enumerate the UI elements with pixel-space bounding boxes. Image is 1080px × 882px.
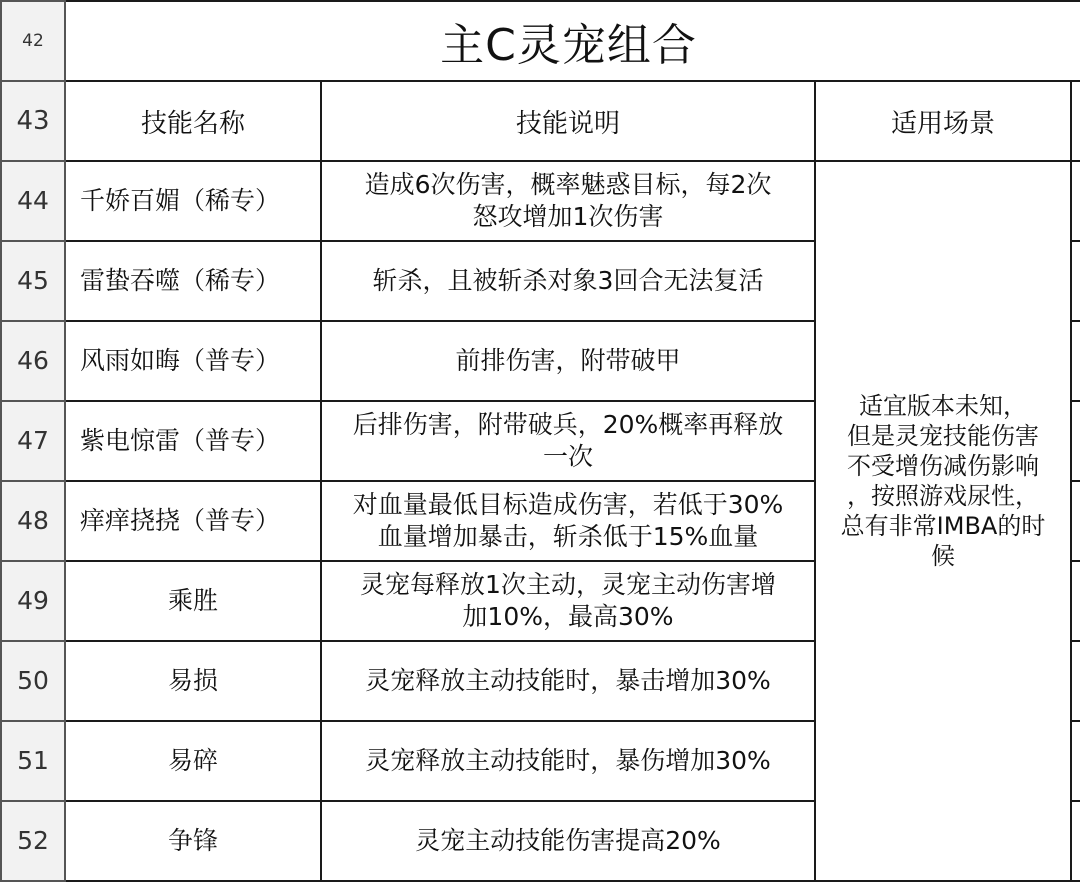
- scene-line: 但是灵宠技能伤害: [847, 422, 1039, 450]
- row-number[interactable]: 44: [1, 161, 65, 241]
- row-number[interactable]: 42: [1, 1, 65, 81]
- skill-name-cell[interactable]: 风雨如晦（普专）: [65, 321, 321, 401]
- description-line: 灵宠每释放1次主动，灵宠主动伤害增: [360, 570, 776, 599]
- row-number[interactable]: 51: [1, 721, 65, 801]
- empty-cell[interactable]: [1071, 641, 1080, 721]
- skill-description-cell[interactable]: [321, 641, 815, 721]
- skill-name-cell[interactable]: 痒痒挠挠（普专）: [65, 481, 321, 561]
- skill-description-cell[interactable]: [321, 401, 815, 481]
- empty-cell[interactable]: [1071, 401, 1080, 481]
- description-line: 灵宠主动技能伤害提高20%: [415, 826, 721, 855]
- empty-cell[interactable]: [1071, 321, 1080, 401]
- description-line: 血量增加暴击，斩杀低于15%血量: [377, 522, 759, 551]
- description-line: 灵宠释放主动技能时，暴伤增加30%: [365, 746, 771, 775]
- skill-name-cell[interactable]: 争锋: [65, 801, 321, 881]
- skill-description-cell[interactable]: [321, 241, 815, 321]
- description-line: 对血量最低目标造成伤害，若低于30%: [352, 490, 784, 519]
- row-number[interactable]: 50: [1, 641, 65, 721]
- skill-name-cell[interactable]: 千娇百媚（稀专）: [65, 161, 321, 241]
- skill-description-cell[interactable]: [321, 801, 815, 881]
- row-number[interactable]: 49: [1, 561, 65, 641]
- empty-cell[interactable]: [1071, 81, 1080, 161]
- empty-cell[interactable]: [1071, 481, 1080, 561]
- row-number[interactable]: 48: [1, 481, 65, 561]
- scene-line: 不受增伤减伤影响: [847, 452, 1039, 480]
- scene-line: 总有非常IMBA的时: [840, 512, 1046, 540]
- skill-description-cell[interactable]: [321, 561, 815, 641]
- row-number[interactable]: 52: [1, 801, 65, 881]
- skill-description-cell[interactable]: [321, 481, 815, 561]
- row-number[interactable]: 46: [1, 321, 65, 401]
- empty-cell[interactable]: [1071, 561, 1080, 641]
- scene-line: 候: [931, 542, 955, 570]
- description-line: 斩杀，且被斩杀对象3回合无法复活: [372, 266, 764, 295]
- skill-name-cell[interactable]: 易碎: [65, 721, 321, 801]
- table-row: [1, 161, 1080, 241]
- empty-cell[interactable]: [1071, 241, 1080, 321]
- header-skill-description[interactable]: 技能说明: [321, 81, 815, 161]
- description-line: 灵宠释放主动技能时，暴击增加30%: [365, 666, 771, 695]
- description-line: 怒攻增加1次伤害: [472, 202, 664, 231]
- description-line: 造成6次伤害，概率魅惑目标，每2次: [364, 170, 772, 199]
- title-row: [1, 1, 1080, 81]
- header-row: [1, 81, 1080, 161]
- empty-cell[interactable]: [1071, 1, 1080, 81]
- skill-name-cell[interactable]: 雷蛰吞噬（稀专）: [65, 241, 321, 321]
- skill-name-cell[interactable]: 紫电惊雷（普专）: [65, 401, 321, 481]
- row-number[interactable]: 47: [1, 401, 65, 481]
- skill-name-cell[interactable]: 乘胜: [65, 561, 321, 641]
- skill-description-cell[interactable]: [321, 321, 815, 401]
- empty-cell[interactable]: [1071, 161, 1080, 241]
- skill-name-cell[interactable]: 易损: [65, 641, 321, 721]
- skill-description-cell[interactable]: [321, 721, 815, 801]
- applicable-scene-cell[interactable]: [815, 161, 1071, 881]
- description-line: 前排伤害，附带破甲: [455, 346, 681, 375]
- description-line: 加10%，最高30%: [462, 602, 674, 631]
- empty-cell[interactable]: [1071, 801, 1080, 881]
- scene-line: 适宜版本未知，: [859, 392, 1027, 420]
- header-applicable-scene[interactable]: 适用场景: [815, 81, 1071, 161]
- scene-line: ，按照游戏尿性，: [847, 482, 1039, 510]
- description-line: 一次: [542, 442, 593, 471]
- skill-description-cell[interactable]: [321, 161, 815, 241]
- row-number[interactable]: 45: [1, 241, 65, 321]
- row-number[interactable]: 43: [1, 81, 65, 161]
- empty-cell[interactable]: [1071, 721, 1080, 801]
- description-line: 后排伤害，附带破兵，20%概率再释放: [352, 410, 784, 439]
- table-title[interactable]: 主C灵宠组合: [65, 1, 1071, 81]
- header-skill-name[interactable]: 技能名称: [65, 81, 321, 161]
